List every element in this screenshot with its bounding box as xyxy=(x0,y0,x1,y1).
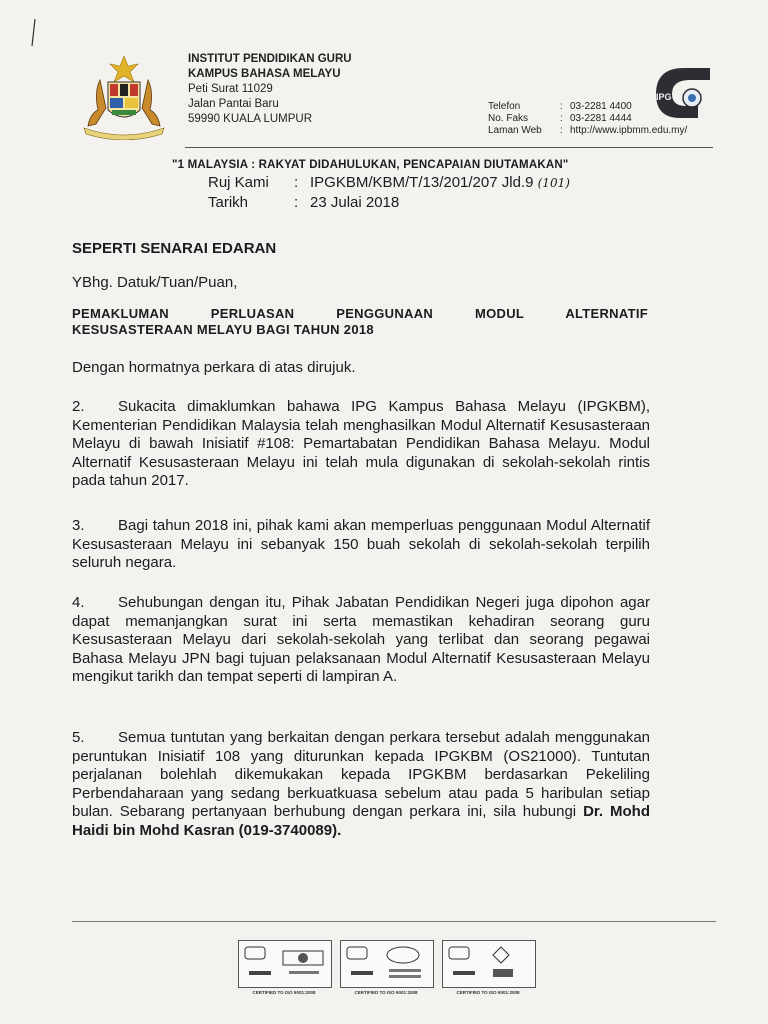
intro-paragraph: Dengan hormatnya perkara di atas dirujuk. xyxy=(72,359,356,376)
paragraph-number: 3. xyxy=(72,517,85,534)
date-sep: : xyxy=(294,194,299,211)
institute-name: INSTITUT PENDIDIKAN GURU xyxy=(188,53,352,65)
reference-label: Ruj Kami xyxy=(208,174,269,191)
paragraph-4 xyxy=(72,594,650,687)
pen-mark-icon xyxy=(30,18,36,48)
contact-value: 03-2281 4400 xyxy=(570,101,632,112)
contact-sep: : xyxy=(560,113,563,124)
paragraph-text: Sukacita dimaklumkan bahawa IPG Kampus Bahasa Melayu (IPGKBM), Kementerian Pendidikan Malaysia telah menghasilkan Modul Alternatif Kesusasteraan Melayu di bawah Inisiatif #108: Pemartabatan Pendidikan Bahasa Melayu. Modul Alternatif Kesusasteraan Melayu ini telah mula digunakan di sekolah-sekolah rintis pada tahun 2017. xyxy=(72,398,650,489)
certification-caption: CERTIFIED TO ISO 9001:2008 xyxy=(354,990,418,995)
footer-divider xyxy=(72,921,716,922)
certification-badge xyxy=(442,940,536,988)
address-line: 59990 KUALA LUMPUR xyxy=(188,113,313,125)
ipg-logo-icon xyxy=(650,60,714,124)
institution-block xyxy=(188,52,352,127)
contact-sep: : xyxy=(560,125,563,136)
reference-sep: : xyxy=(294,174,299,191)
motto: "1 MALAYSIA : RAKYAT DIDAHULUKAN, PENCAPAIAN DIUTAMAKAN" xyxy=(172,159,569,171)
campus-name: KAMPUS BAHASA MELAYU xyxy=(188,68,341,80)
quality-system-sirim-iqnet-icon xyxy=(239,941,331,987)
paragraph-text: Bagi tahun 2018 ini, pihak kami akan memperluas penggunaan Modul Alternatif Kesusasteraan Melayu ini sebanyak 150 buah sekolah di sekolah-sekolah terpilih seluruh negara. xyxy=(72,517,650,571)
salutation: YBhg. Datuk/Tuan/Puan, xyxy=(72,274,238,291)
quality-system-ukas-icon xyxy=(443,941,535,987)
reference-number: IPGKBM/KBM/T/13/201/207 Jld.9 xyxy=(310,174,534,191)
contact-label: Laman Web xyxy=(488,125,542,136)
paragraph-number: 4. xyxy=(72,594,85,611)
paragraph-2 xyxy=(72,398,650,491)
contact-person: Dr. Mohd Haidi bin Mohd Kasran (019-3740089). xyxy=(72,803,650,839)
addressee: SEPERTI SENARAI EDARAN xyxy=(72,240,277,257)
handwritten-number: (101) xyxy=(537,176,570,190)
paragraph-3 xyxy=(72,517,650,573)
date-value: 23 Julai 2018 xyxy=(310,194,400,211)
certification-badge xyxy=(238,940,332,988)
quality-system-standards-malaysia-icon xyxy=(341,941,433,987)
certification-caption: CERTIFIED TO ISO 9001:2008 xyxy=(456,990,520,995)
contact-label: No. Faks xyxy=(488,113,529,124)
reference-row xyxy=(208,174,570,191)
website-link[interactable]: http://www.ipbmm.edu.my/ xyxy=(570,125,688,136)
paragraph-5 xyxy=(72,729,650,840)
subject-line: KESUSASTERAAN MELAYU BAGI TAHUN 2018 xyxy=(72,322,374,337)
paragraph-text: Semua tuntutan yang berkaitan dengan perkara tersebut adalah menggunakan peruntukan Inisiatif 108 yang diturunkan kepada IPGKBM (OS21000). Tuntutan perjalanan bolehlah dikemukakan kepada IPGKBM berdasarkan Pekeliling Perbendaharaan yang sedang berkuatkuasa sebelum atau pada 5 haribulan setiap bulan. Sebarang pertanyaan berhubung dengan perkara ini, sila hubungi xyxy=(72,729,650,820)
contact-label: Telefon xyxy=(488,101,521,112)
date-label: Tarikh xyxy=(208,194,249,211)
paragraph-number: 2. xyxy=(72,398,85,415)
subject-line: PEMAKLUMAN PERLUASAN PENGGUNAAN MODUL ALTERNATIF xyxy=(72,306,648,321)
contact-row-web xyxy=(488,125,687,137)
contact-value: 03-2281 4444 xyxy=(570,113,632,124)
certification-caption: CERTIFIED TO ISO 9001:2008 xyxy=(252,990,316,995)
date-row xyxy=(208,194,399,211)
svg-text:IPG: IPG xyxy=(656,92,672,102)
header-divider xyxy=(185,147,713,148)
coat-of-arms-icon xyxy=(70,52,178,140)
certification-badge xyxy=(340,940,434,988)
contact-sep: : xyxy=(560,101,563,112)
address-line: Peti Surat 11029 xyxy=(188,83,273,95)
paragraph-number: 5. xyxy=(72,729,85,746)
subject-heading xyxy=(72,306,648,338)
paragraph-text: Sehubungan dengan itu, Pihak Jabatan Pendidikan Negeri juga dipohon agar dapat memanjangkan surat ini serta memastikan kehadiran seorang guru Kesusasteraan Melayu dari sekolah-sekolah yang terlibat dan seorang pegawai Bahasa Melayu JPN bagi tujuan pelaksanaan Modul Alternatif Kesusasteraan Melayu mengikut tarikh dan tempat seperti di lampiran A. xyxy=(72,594,650,685)
address-line: Jalan Pantai Baru xyxy=(188,98,279,110)
